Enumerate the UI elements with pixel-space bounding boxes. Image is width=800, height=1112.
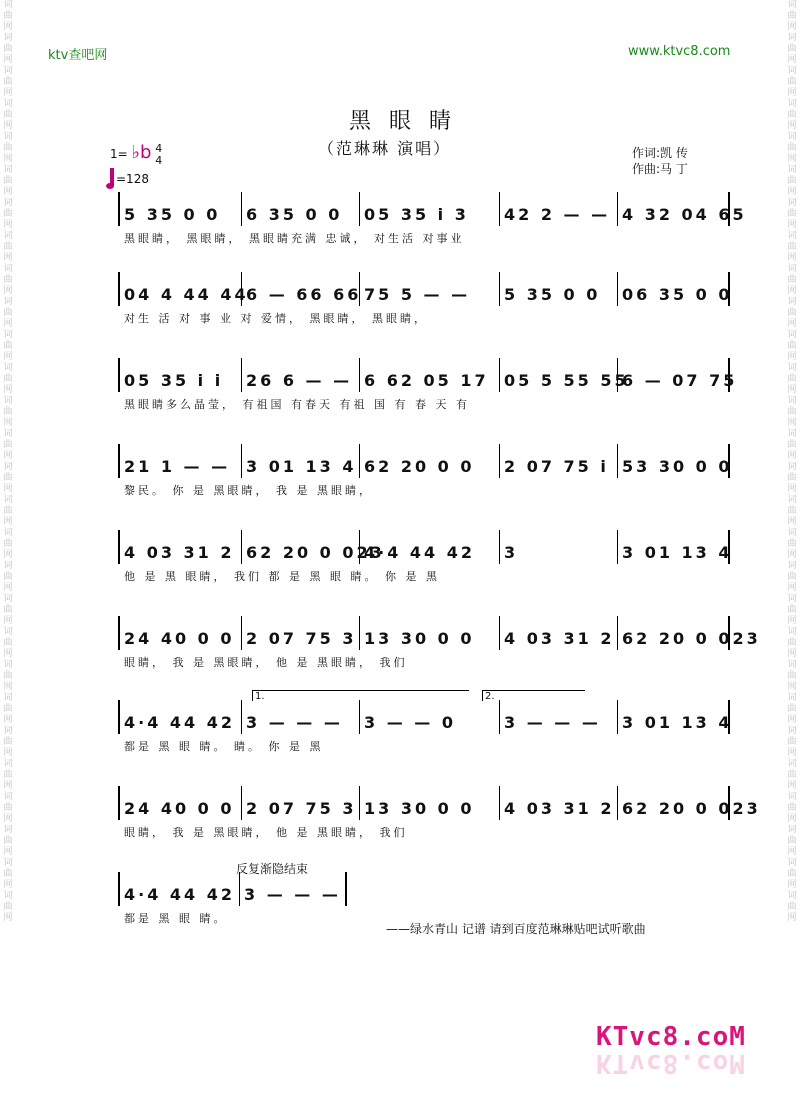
tempo-value: =128 [116,172,149,186]
measure: 4 03 31 2 [120,530,242,564]
measure: 6 — 66 66 [242,272,360,306]
measure: 2 07 75 3 [242,616,360,650]
measure: 05 35 i 3 [360,192,500,226]
quarter-note-icon [110,168,114,186]
lyrics-line: 都是 黑 眼 睛。 [124,912,228,925]
measure: 3 — — — [240,872,347,906]
key-label: 1= [110,147,128,161]
measure: 62 20 0 023 [618,786,730,820]
brand-logo: KTvc8.coM [596,1022,746,1052]
measure: 62 20 0 0 [360,444,500,478]
time-bottom: 4 [155,153,163,167]
measure: 3 — — 0 [360,700,500,734]
tempo-mark [110,168,149,186]
measure: 4·4 44 42 [120,700,242,734]
measure: 3 01 13 4 [618,530,730,564]
site-url[interactable]: www.ktvc8.com [628,44,731,59]
lyrics-line: 对生 活 对 事 业 对 爱情， 黑眼睛， 黑眼睛， [124,312,428,325]
song-title: 黑眼睛 [348,109,469,134]
measure: 05 5 55 55 [500,358,618,392]
lyrics-line: 眼睛， 我 是 黑眼睛， 他 是 黑眼睛， 我们 [124,826,408,839]
measure: 6 35 0 0 [242,192,360,226]
measure: 5 35 0 0 [500,272,618,306]
credits [632,145,688,177]
measure: 6 — 07 75 [618,358,730,392]
measure: 2 07 75 i [500,444,618,478]
measure: 3 — — — [500,700,618,734]
notes-line [118,358,738,392]
notes-line [118,700,733,734]
notes-line [118,192,747,226]
measure: 62 20 0 023 [618,616,730,650]
volta-1: 1. [252,690,469,701]
measure: 26 6 — — [242,358,360,392]
footer-note: ——绿水青山 记谱 请到百度范琳琳贴吧试听歌曲 [386,922,646,936]
song-subtitle: （范琳琳 演唱） [318,139,452,158]
measure: 05 35 i i [120,358,242,392]
measure: 13 30 0 0 [360,616,500,650]
measure: 2 07 75 3 [242,786,360,820]
flat-sign: ♭b [131,142,152,163]
composer: 作曲:马 丁 [632,162,688,176]
measure: 4 03 31 2 [500,616,618,650]
lyrics-line: 都是 黑 眼 睛。 睛。 你 是 黑 [124,740,324,753]
measure: 21 1 — — [120,444,242,478]
time-top: 4 [155,141,163,155]
measure: 4 32 04 65 [618,192,730,226]
measure: 4·4 44 42 [360,530,500,564]
lyrics-line: 黑眼睛多么晶莹， 有祖国 有春天 有祖 国 有 春 天 有 [124,398,470,411]
notes-line [118,872,346,906]
lyrics-line: 黎民。 你 是 黑眼睛， 我 是 黑眼睛， [124,484,373,497]
measure: 53 30 0 0 [618,444,730,478]
lyrics-line: 眼睛， 我 是 黑眼睛， 他 是 黑眼睛， 我们 [124,656,408,669]
notes-line [118,272,733,306]
measure: 42 2 — — [500,192,618,226]
ending-note: 反复渐隐结束 [236,862,309,876]
measure: 24 40 0 0 [120,786,242,820]
lyricist: 作词:凯 传 [632,146,688,160]
measure: 24 40 0 0 [120,616,242,650]
measure: 6 62 05 17 [360,358,500,392]
side-watermark-left: 词 曲 网 词 曲 网 词 曲 网 词 曲 网 词 曲 网 词 曲 网 词 曲 网 词 曲 网 词 曲 网 词 曲 网 词 曲 网 词 曲 网 词 曲 网 词 曲 网 词 曲 网 词 曲 网 词 曲 网 词 曲 网 词 曲 网 词 曲 网 词 曲 网 词 曲 网 词 曲 网 词 曲 网 词 曲 网 词 曲 网 词 曲 网 词 曲 网 [3,0,13,923]
measure: 04 4 44 44 [120,272,242,306]
measure: 62 20 0 023 [242,530,360,564]
measure: 3 — — — [242,700,360,734]
side-watermark-right: 词 曲 网 词 曲 网 词 曲 网 词 曲 网 词 曲 网 词 曲 网 词 曲 网 词 曲 网 词 曲 网 词 曲 网 词 曲 网 词 曲 网 词 曲 网 词 曲 网 词 曲 网 词 曲 网 词 曲 网 词 曲 网 词 曲 网 词 曲 网 词 曲 网 词 曲 网 词 曲 网 词 曲 网 词 曲 网 词 曲 网 词 曲 网 词 曲 网 [787,0,797,923]
time-signature [155,143,162,167]
measure: 75 5 — — [360,272,500,306]
measure: 13 30 0 0 [360,786,500,820]
lyrics-line: 他 是 黑 眼睛， 我们 都 是 黑 眼 睛。 你 是 黑 [124,570,440,583]
site-name[interactable]: ktv查吧网 [48,48,108,63]
notes-line [118,530,733,564]
measure: 5 35 0 0 [120,192,242,226]
lyrics-line: 黑眼睛， 黑眼睛， 黑眼睛充满 忠诚， 对生活 对事业 [124,232,465,245]
measure: 3 [500,530,618,564]
notes-line [118,786,761,820]
key-signature [110,142,162,167]
measure: 06 35 0 0 [618,272,730,306]
measure: 4·4 44 42 [120,872,240,906]
notes-line [118,444,733,478]
notes-line [118,616,761,650]
measure: 3 01 13 4 [242,444,360,478]
brand-logo-reflection: KTvc8.coM [596,1048,746,1078]
volta-2: 2. [482,690,585,701]
measure: 4 03 31 2 [500,786,618,820]
measure: 3 01 13 4 [618,700,730,734]
